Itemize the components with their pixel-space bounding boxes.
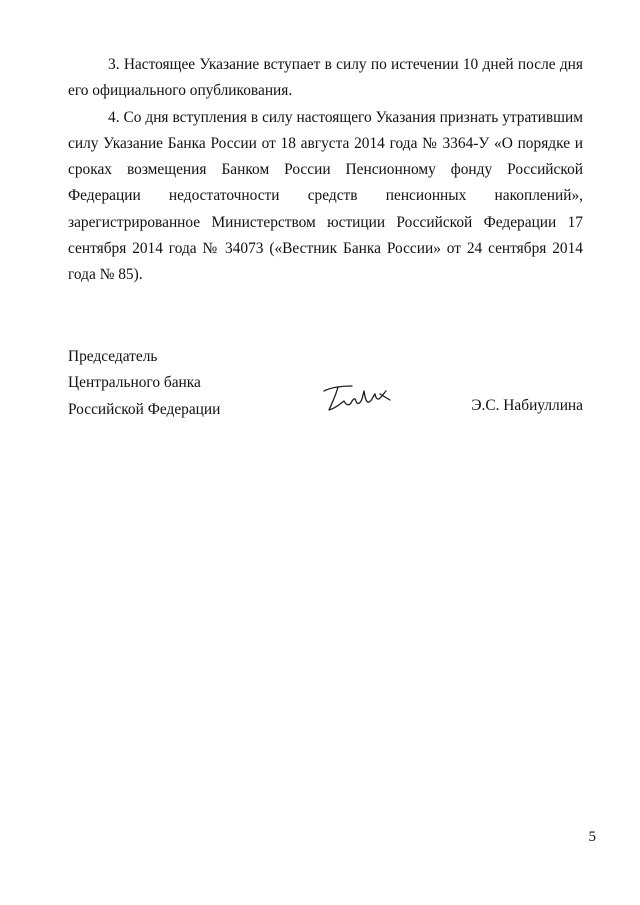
signer-name: Э.С. Набиуллина (471, 397, 583, 414)
position-line-1: Председатель (68, 348, 158, 365)
position-line-2: Центрального банка (68, 374, 201, 392)
paragraph-4: 4. Со дня вступления в силу настоящего Указания признать утратившим силу Указание Банка России от 18 августа 2014 года № 3364-У «О порядке и сроках возмещения Банком России Пенсионному фонду Российской Федерации недостаточности средств пенсионных накоплений», зарегистрированное Министерством юстиции Российской Федерации 17 сентября 2014 года № 34073 («Вестник Банка России» от 24 сентября 2014 года № 85). (68, 108, 583, 284)
position-line-3: Российской Федерации (68, 400, 221, 418)
signatory-position (68, 344, 220, 423)
handwritten-signature (318, 377, 408, 417)
paragraph-3: 3. Настоящее Указание вступает в силу по истечении 10 дней после дня его официального опубликования. (68, 56, 583, 100)
page-number: 5 (588, 829, 596, 845)
document-body (68, 52, 583, 289)
